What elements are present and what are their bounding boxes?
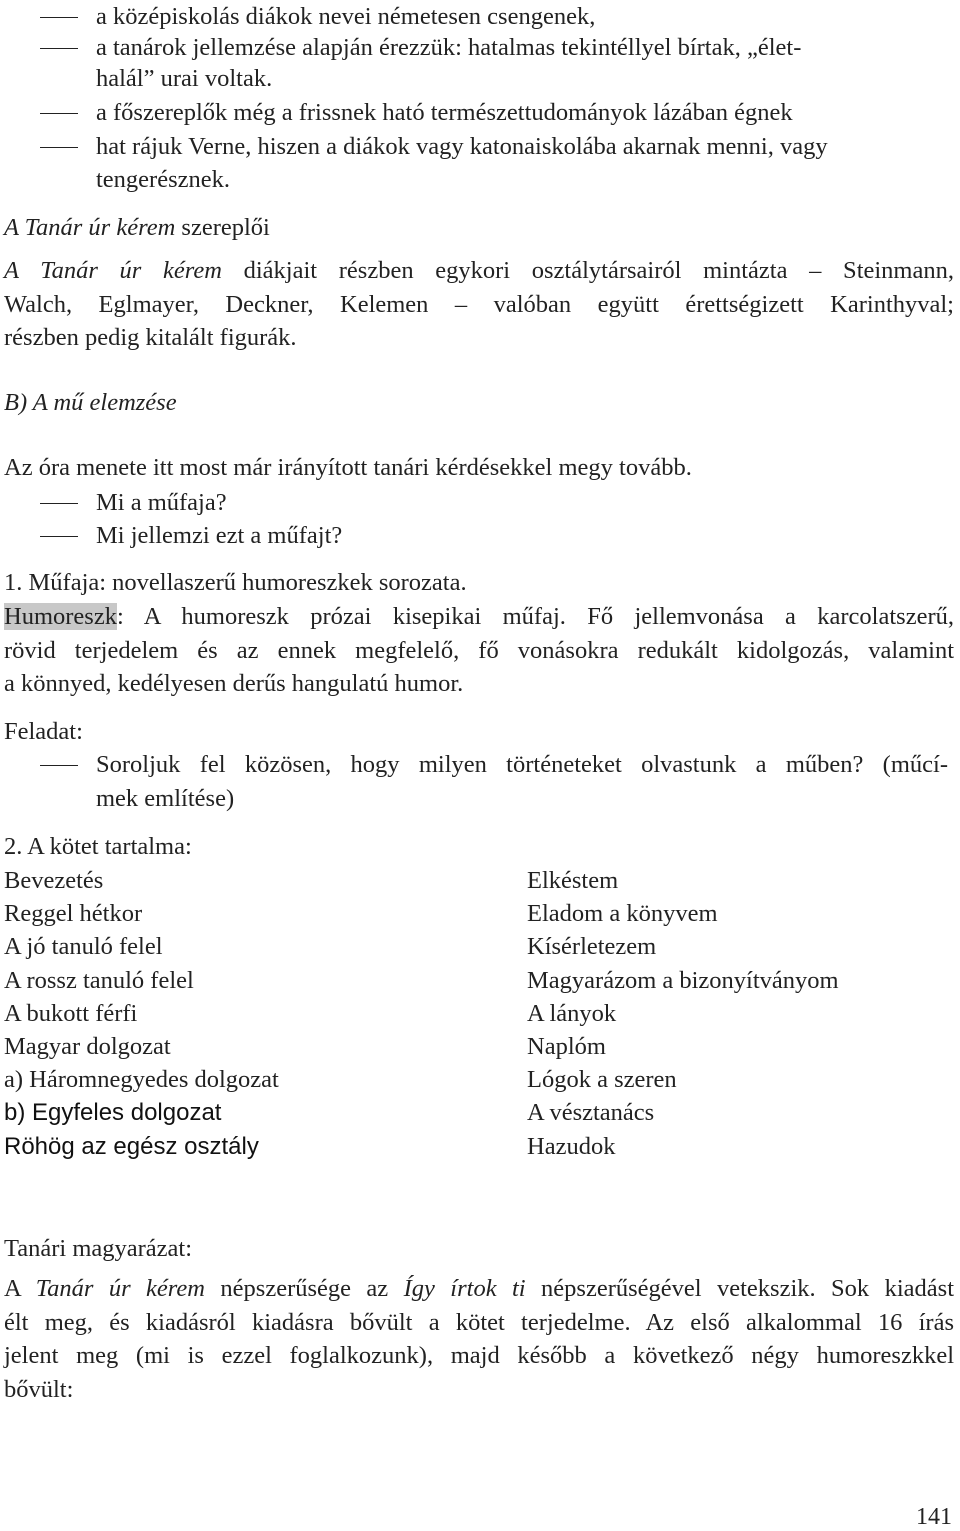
italic-title: Tanár úr kérem <box>35 1275 205 1302</box>
contents-item: b) Egyfeles dolgozat <box>4 1099 222 1127</box>
explanation-label: Tanári magyarázat: <box>4 1235 193 1262</box>
question-text: Mi jellemzi ezt a műfajt? <box>96 522 343 549</box>
contents-left-column <box>4 864 279 1163</box>
list-item-text: a tanárok jellemzése alapján érezzük: hatalmas tekintéllyel bírtak, „élet- <box>96 34 802 61</box>
italic-title: A Tanár úr kérem <box>4 257 222 284</box>
paragraph-line: jelent meg (mi is ezzel foglalkozunk), majd később a következő négy humoreszkkel <box>4 1342 954 1369</box>
explanation-paragraph <box>4 1272 954 1406</box>
list-item-text: hat rájuk Verne, hiszen a diákok vagy katonaiskolába akarnak menni, vagy <box>96 133 828 160</box>
contents-item: Bevezetés <box>4 867 104 894</box>
paragraph-line: Humoreszk: A humoreszk prózai kisepikai műfaj. Fő jellemvonása a karcolatszerű, <box>4 603 954 630</box>
dash-marker <box>40 113 78 114</box>
heading-rest: szereplői <box>175 214 270 241</box>
contents-item: A bukott férfi <box>4 999 138 1027</box>
contents-item: A lányok <box>527 999 617 1027</box>
characters-paragraph <box>4 254 954 355</box>
italic-title: Így írtok ti <box>403 1275 526 1302</box>
task-text: Soroljuk fel közösen, hogy milyen történeteket olvastunk a műben? (műcí- <box>96 751 948 778</box>
dash-marker <box>40 17 78 18</box>
contents-item: Kísérletezem <box>527 933 657 961</box>
dash-marker <box>40 48 78 49</box>
paragraph-line: A Tanár úr kérem népszerűsége az Így írtok ti népszerűségével vetekszik. Sok kiadást <box>4 1275 955 1302</box>
contents-item: Reggel hétkor <box>4 900 143 928</box>
paragraph-line: élt meg, és kiadásról kiadásra bővült a kötet terjedelme. Az első alkalommal 16 írás <box>4 1308 954 1336</box>
contents-item: A rossz tanuló felel <box>4 966 194 994</box>
dash-marker <box>40 536 78 537</box>
contents-item: Lógok a szeren <box>527 1066 677 1094</box>
task-label: Feladat: <box>4 718 83 745</box>
paragraph-line: részben pedig kitalált figurák. <box>4 324 297 351</box>
paragraph-line: Walch, Eglmayer, Deckner, Kelemen – valóban együtt érettségizett Karinthyval; <box>4 290 954 318</box>
question-text: Mi a műfaja? <box>96 489 227 516</box>
task-text: mek említése) <box>96 785 235 812</box>
humoreszk-paragraph <box>4 600 954 701</box>
contents-right-column <box>527 864 839 1163</box>
list-item-text: tengerésznek. <box>96 166 230 193</box>
paragraph-line: a könnyed, kedélyesen derűs hangulatú humor. <box>4 670 464 697</box>
section-heading-characters <box>4 211 954 244</box>
dash-marker <box>40 503 78 504</box>
highlighted-term: Humoreszk <box>4 603 117 630</box>
list-item-text: a főszereplők még a frissnek ható természettudományok lázában égnek <box>96 99 793 126</box>
heading-italic-title: A Tanár úr kérem <box>4 214 176 241</box>
contents-item: Elkéstem <box>527 867 619 894</box>
contents-item: Eladom a könyvem <box>527 900 718 928</box>
section-heading-analysis: B) A mű elemzése <box>4 389 177 416</box>
contents-item: Magyarázom a bizonyítványom <box>527 966 839 994</box>
contents-heading: 2. A kötet tartalma: <box>4 833 192 860</box>
contents-item: Hazudok <box>527 1132 616 1160</box>
paragraph-line: bővült: <box>4 1375 74 1403</box>
contents-item: A vésztanács <box>527 1099 655 1127</box>
contents-item: Naplóm <box>527 1033 606 1061</box>
page-number: 141 <box>916 1504 952 1530</box>
contents-item: A jó tanuló felel <box>4 933 163 961</box>
dash-marker <box>40 765 78 766</box>
paragraph-line: rövid terjedelem és az ennek megfelelő, fő vonásokra redukált kidolgozás, valamint <box>4 636 954 664</box>
analysis-intro: Az óra menete itt most már irányított tanári kérdésekkel megy tovább. <box>4 454 692 481</box>
contents-item: Magyar dolgozat <box>4 1033 171 1061</box>
genre-line: 1. Műfaja: novellaszerű humoreszkek sorozata. <box>4 569 467 596</box>
paragraph-line: A Tanár úr kérem diákjait részben egykori osztálytársairól mintázta – Steinmann, <box>4 257 954 284</box>
list-item-text: a középiskolás diákok nevei németesen csengenek, <box>96 3 596 30</box>
contents-item: a) Háromnegyedes dolgozat <box>4 1066 279 1094</box>
list-item-text: halál” urai voltak. <box>96 65 273 92</box>
dash-marker <box>40 147 78 148</box>
contents-item: Röhög az egész osztály <box>4 1132 259 1160</box>
